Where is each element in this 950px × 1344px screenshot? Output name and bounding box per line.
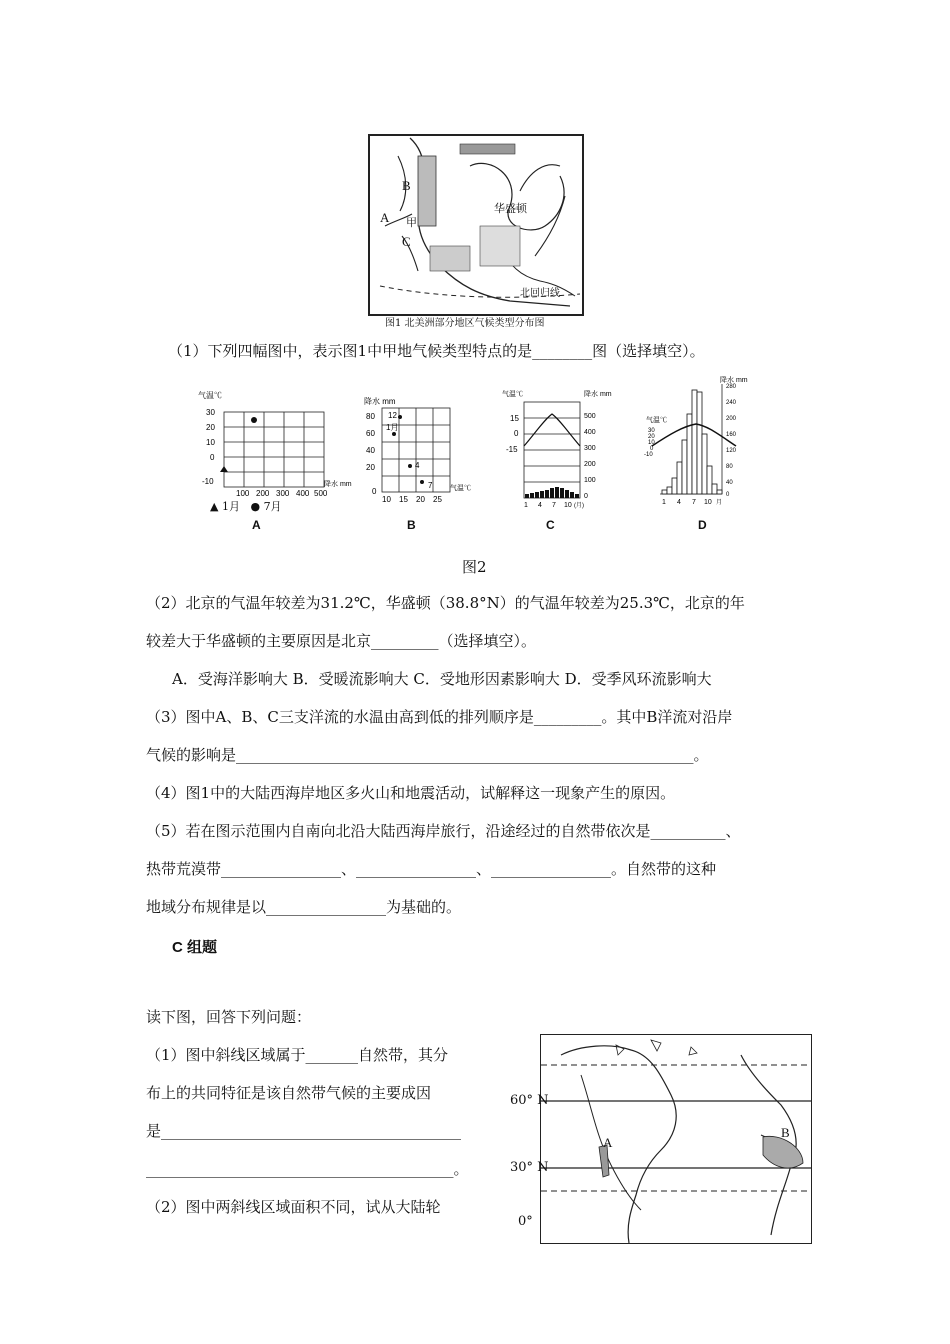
chart-C-temperature-curve <box>524 414 580 446</box>
chart-A-ytick: 30 <box>206 408 215 417</box>
map1-label-B: B <box>402 178 411 193</box>
question-1: （1）下列四幅图中，表示图1中甲地气候类型特点的是________图（选择填空）。 <box>168 342 705 360</box>
chart-B-label: 12 <box>388 411 397 420</box>
question-2-line-2: 较差大于华盛顿的主要原因是北京_________（选择填空）。 <box>146 632 537 650</box>
chart-B-point <box>392 432 396 436</box>
chart-B-ytick: 40 <box>366 446 375 455</box>
chart-D-xtick: 10 <box>704 499 712 506</box>
hatched-region-B <box>763 1136 803 1168</box>
chart-B-label: 7 <box>428 481 433 490</box>
chart-D-caption: D <box>698 518 707 532</box>
figure2-label: 图2 <box>462 558 487 576</box>
chart-C-xunit: (月) <box>574 503 584 509</box>
chart-D <box>640 374 755 509</box>
map2-label-B: B <box>781 1125 790 1140</box>
chart-D-ylabel-left: 气温℃ <box>646 417 667 424</box>
question-2-line-1: （2）北京的气温年较差为31.2℃，华盛顿（38.8°N）的气温年较差为25.3℃，北京的年 <box>146 594 745 612</box>
world-map-west <box>541 1035 811 1243</box>
c-question-1-line-1: （1）图中斜线区域属于_______自然带，其分 <box>146 1046 449 1064</box>
chart-A-ytick: 20 <box>206 423 215 432</box>
chart-A-xtick: 100 <box>236 489 250 498</box>
chart-A-xtick: 300 <box>276 489 290 498</box>
hatched-region-west-coast <box>418 156 436 226</box>
chart-D-right-tick: 120 <box>726 448 737 454</box>
chart-C <box>500 384 620 509</box>
chart-D-right-tick: 200 <box>726 416 737 422</box>
chart-C-right-tick: 200 <box>584 461 596 468</box>
chart-B-point <box>408 464 412 468</box>
chart-D-xtick: 7 <box>692 499 696 506</box>
question-5-line-1: （5）若在图示范围内自南向北沿大陆西海岸旅行，沿途经过的自然带依次是__________、 <box>146 822 741 840</box>
chart-B-ytick: 20 <box>366 463 375 472</box>
chart-A-ytick: -10 <box>202 477 214 486</box>
map1-label-washington: 华盛顿 <box>494 203 527 215</box>
chart-C-caption: C <box>546 518 555 532</box>
chart-D-right-tick: 160 <box>726 432 737 438</box>
chart-C-right-tick: 300 <box>584 445 596 452</box>
question-2-options: A．受海洋影响大 B．受暖流影响大 C．受地形因素影响大 D．受季风环流影响大 <box>172 670 712 688</box>
chart-B-caption: B <box>407 518 416 532</box>
chart-B-ylabel: 降水 mm <box>364 397 396 406</box>
chart-D-xtick: 4 <box>677 499 681 506</box>
chart-B-ytick: 80 <box>366 412 375 421</box>
chart-B-point <box>420 480 424 484</box>
chart-C-xtick: 7 <box>552 502 556 509</box>
chart-B-xtick: 10 <box>382 495 391 504</box>
figure3-map <box>540 1034 812 1244</box>
chart-D-xtick: 1 <box>662 499 666 506</box>
chart-B <box>352 392 482 507</box>
chart-A-ylabel: 气温℃ <box>198 391 222 400</box>
question-3-line-2: 气候的影响是_____________________________________________________________。 <box>146 746 709 764</box>
chart-D-left-tick: 20 <box>648 434 655 440</box>
chart-C-left-tick: 15 <box>510 414 519 423</box>
question-5-line-3: 地域分布规律是以________________为基础的。 <box>146 898 462 916</box>
chart-D-right-tick: 240 <box>726 400 737 406</box>
question-5-line-2: 热带荒漠带________________、________________、________________。自然带的这种 <box>146 860 717 878</box>
figure1-map <box>368 134 584 316</box>
chart-B-ytick: 60 <box>366 429 375 438</box>
map1-label-jia: 甲 <box>406 217 417 229</box>
chart-B-xtick: 25 <box>433 495 442 504</box>
chart-A-xtick: 200 <box>256 489 270 498</box>
c-question-1-line-2: 布上的共同特征是该自然带气候的主要成因 <box>146 1084 432 1102</box>
chart-C-right-tick: 0 <box>584 493 588 500</box>
chart-A-legend-jan: 1月 <box>221 500 240 513</box>
chart-A-caption: A <box>252 518 261 532</box>
question-3-line-1: （3）图中A、B、C三支洋流的水温由高到低的排列顺序是_________。其中B洋流对沿岸 <box>146 708 733 726</box>
section-c-intro: 读下图，回答下列问题： <box>146 1008 312 1026</box>
chart-B-xlabel: 气温℃ <box>450 485 471 492</box>
figure1-caption: 图1 北美洲部分地区气候类型分布图 <box>385 318 545 329</box>
chart-C-ylabel-right: 降水 mm <box>584 391 612 398</box>
chart-A-legend-jul: 7月 <box>263 500 282 513</box>
chart-C-left-tick: 0 <box>514 429 519 438</box>
c-question-2-line-1: （2）图中两斜线区域面积不同，试从大陆轮 <box>146 1198 441 1216</box>
chart-D-precip-bars <box>662 390 722 494</box>
chart-C-precip-bars <box>525 487 579 498</box>
chart-D-right-tick: 0 <box>726 492 730 498</box>
map1-label-tropic: 北回归线 <box>520 288 560 299</box>
chart-B-point <box>398 415 402 419</box>
chart-C-left-tick: -15 <box>506 445 518 454</box>
chart-B-xtick: 20 <box>416 495 425 504</box>
chart-D-ylabel-right: 降水 mm <box>720 377 748 384</box>
section-c-heading: C 组题 <box>172 939 218 956</box>
chart-D-left-tick: -10 <box>644 452 653 458</box>
chart-D-left-tick: 30 <box>648 428 655 434</box>
chart-C-xtick: 1 <box>524 502 528 509</box>
question-4: （4）图1中的大陆西海岸地区多火山和地震活动，试解释这一现象产生的原因。 <box>146 784 676 802</box>
chart-A-legend: ▲ 1月 ● 7月 <box>210 500 282 513</box>
chart-A-xlabel: 降水 mm <box>324 481 352 488</box>
chart-D-right-tick: 280 <box>726 384 737 390</box>
chart-C-right-tick: 400 <box>584 429 596 436</box>
map2-lat-0: 0° <box>518 1214 533 1229</box>
chart-C-xtick: 4 <box>538 502 542 509</box>
chart-D-xunit: 月 <box>716 500 723 506</box>
chart-B-ytick: 0 <box>372 487 377 496</box>
chart-A-jul-point <box>251 417 257 423</box>
chart-C-xtick: 10 <box>564 502 572 509</box>
chart-B-label: 1月 <box>386 423 399 432</box>
chart-C-right-tick: 500 <box>584 413 596 420</box>
chart-B-xtick: 15 <box>399 495 408 504</box>
chart-C-right-tick: 100 <box>584 477 596 484</box>
chart-A-jan-point <box>220 466 228 472</box>
map1-label-A: A <box>380 210 390 225</box>
c-question-1-line-4: _________________________________________。 <box>146 1160 469 1178</box>
map2-lat-30: 30° N <box>510 1160 549 1175</box>
chart-A-xtick: 500 <box>314 489 328 498</box>
chart-A-ytick: 0 <box>210 453 215 462</box>
chart-D-left-tick: 0 <box>650 446 654 452</box>
c-question-1-line-3: 是________________________________________ <box>146 1122 462 1140</box>
chart-D-right-tick: 40 <box>726 480 733 486</box>
chart-A-ytick: 10 <box>206 438 215 447</box>
map1-label-C: C <box>402 234 411 249</box>
chart-B-label: 4 <box>415 461 420 470</box>
chart-D-right-tick: 80 <box>726 464 733 470</box>
chart-D-left-tick: 10 <box>648 440 655 446</box>
map2-lat-60: 60° N <box>510 1093 549 1108</box>
map2-label-A: A <box>603 1135 613 1150</box>
chart-A <box>196 384 352 504</box>
chart-C-ylabel-left: 气温℃ <box>502 391 523 398</box>
chart-A-xtick: 400 <box>296 489 310 498</box>
